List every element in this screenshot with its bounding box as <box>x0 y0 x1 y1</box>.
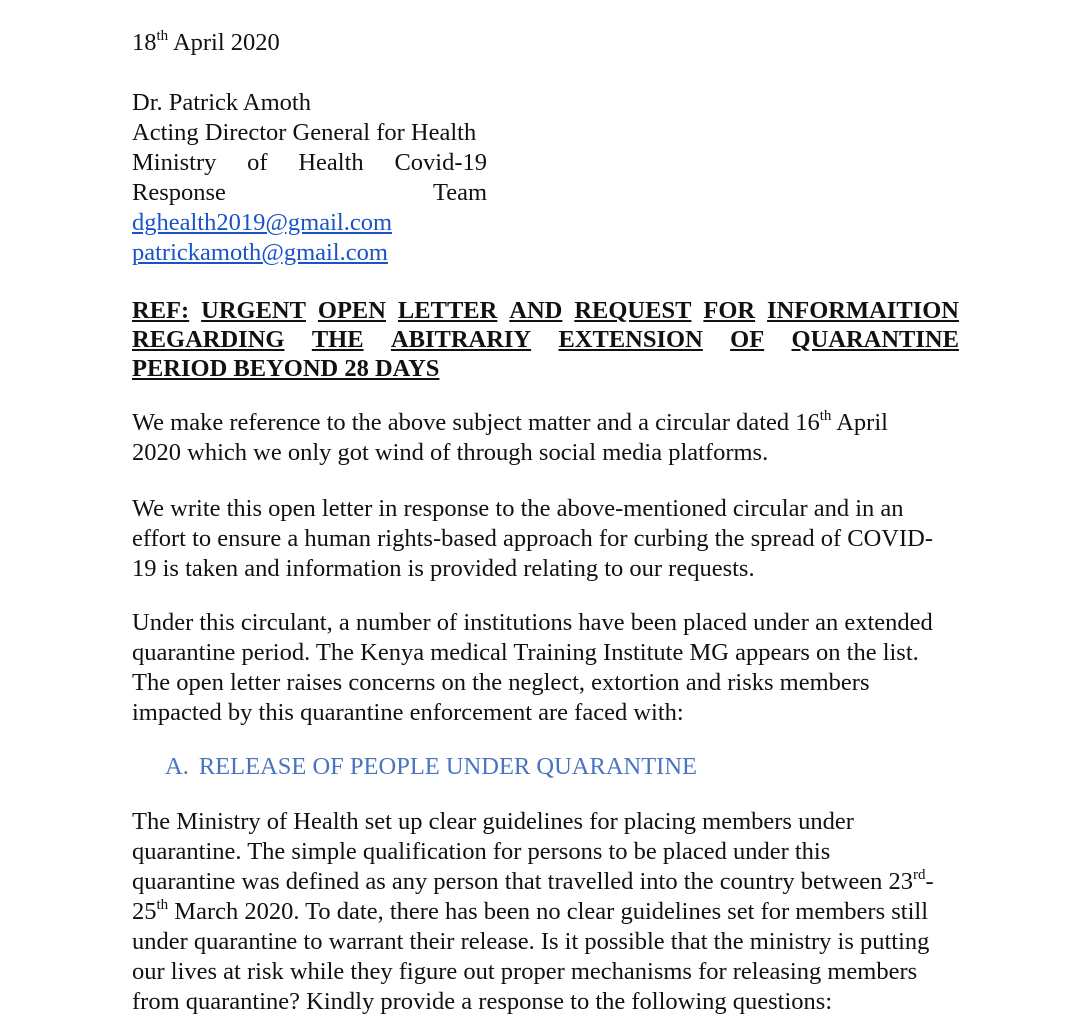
ref-line-3: PERIOD BEYOND 28 DAYS <box>132 355 440 382</box>
email-link-patrickamoth[interactable]: patrickamoth@gmail.com <box>132 239 388 266</box>
date-day: 18 <box>132 29 157 56</box>
recipient-name: Dr. Patrick Amoth <box>132 89 311 116</box>
section-heading-a <box>165 752 697 782</box>
paragraph-purpose: We write this open letter in response to the above-mentioned circular and in an effort to ensure a human rights-based approach for curbing the spread of COVID- 19 is taken and information is provided relating to our requests. <box>132 495 933 582</box>
recipient-org-line2: Response Team <box>132 179 487 206</box>
ref-line-2: REGARDING THE ABITRARIY EXTENSION OF QUARANTINE <box>132 326 959 353</box>
recipient-title: Acting Director General for Health <box>132 119 477 146</box>
heading-text: RELEASE OF PEOPLE UNDER QUARANTINE <box>198 753 697 780</box>
recipient-address <box>132 88 487 268</box>
paragraph-release: The Ministry of Health set up clear guidelines for placing members under quarantine. The simple qualification for persons to be placed under this quarantine was defined as any person that travelled into the country between 23rd- 25th March 2020. To date, there has been no clear guidelines set for members still under quarantine to warrant their release. Is it possible that the ministry is putting our lives at risk while they figure out proper mechanisms for releasing members from quarantine? Kindly provide a response to the following questions: <box>132 808 934 1015</box>
recipient-org-line1: Ministry of Health Covid-19 <box>132 149 487 176</box>
paragraph-concerns: Under this circulant, a number of institutions have been placed under an extended quarantine period. The Kenya medical Training Institute MG appears on the list. The open letter raises concerns on the neglect, extortion and risks members impacted by this quarantine enforcement are faced with: <box>132 609 933 726</box>
date-suffix: th <box>156 27 169 44</box>
letter-date <box>132 28 280 58</box>
email-link-dghealth[interactable]: dghealth2019@gmail.com <box>132 209 393 236</box>
heading-marker: A. <box>165 753 189 780</box>
ref-line-1: REF: URGENT OPEN LETTER AND REQUEST FOR INFORMAITION <box>132 297 959 324</box>
reference-subject <box>132 296 959 383</box>
paragraph-reference: We make reference to the above subject matter and a circular dated 16th April 2020 which we only got wind of through social media platforms. <box>132 407 888 466</box>
date-rest: April 2020 <box>168 29 280 56</box>
